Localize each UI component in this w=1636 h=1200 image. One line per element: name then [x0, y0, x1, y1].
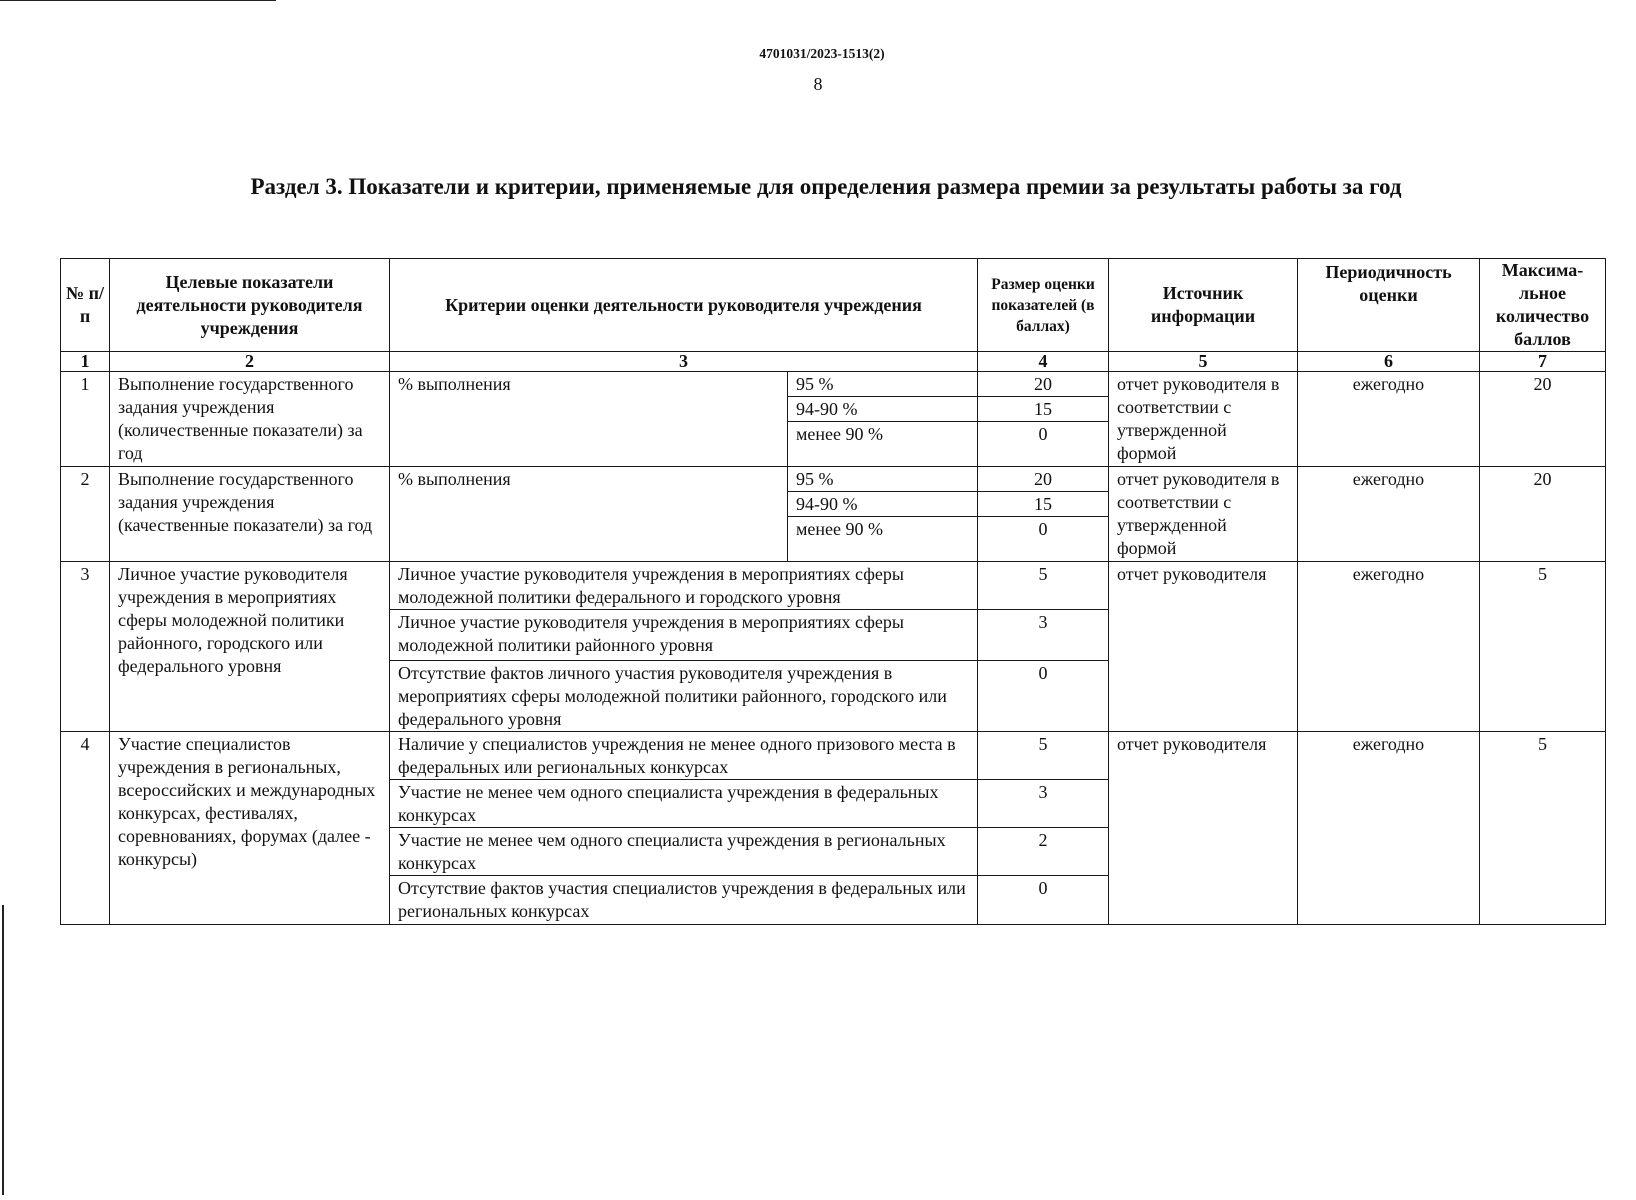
col-number: 6 — [1298, 352, 1480, 372]
header-num: № п/п — [61, 259, 110, 352]
criteria-table — [60, 258, 1606, 925]
max-cell: 20 — [1480, 467, 1606, 562]
col-number: 2 — [110, 352, 390, 372]
source-cell: отчет руководителя — [1109, 732, 1298, 925]
level-points: 0 — [978, 517, 1109, 562]
period-cell: ежегодно — [1298, 372, 1480, 467]
criterion-cell: % выполнения — [390, 372, 788, 467]
row-number: 4 — [61, 732, 110, 925]
left-margin-rule — [2, 905, 4, 1195]
column-numbers-row — [61, 352, 1606, 372]
criterion-cell: Участие не менее чем одного специалиста учреждения в региональных конкурсах — [390, 828, 978, 876]
level-label: 94-90 % — [788, 397, 978, 422]
period-cell: ежегодно — [1298, 732, 1480, 925]
row-number: 1 — [61, 372, 110, 467]
section-title: Раздел 3. Показатели и критерии, применяемые для определения размера премии за результаты работы за год — [250, 174, 1402, 199]
document-number: 4701031/2023-1513(2) — [759, 46, 885, 61]
level-label: менее 90 % — [788, 422, 978, 467]
page-number: 8 — [813, 74, 823, 94]
indicator-cell: Выполнение государственного задания учреждения (количественные показатели) за год — [110, 372, 390, 467]
level-points: 15 — [978, 397, 1109, 422]
level-points: 20 — [978, 372, 1109, 397]
header-row — [61, 259, 1606, 352]
row-number: 2 — [61, 467, 110, 562]
table-row — [61, 562, 1606, 610]
level-points: 0 — [978, 422, 1109, 467]
table-row — [61, 467, 1606, 492]
max-cell: 5 — [1480, 732, 1606, 925]
criterion-points: 3 — [978, 780, 1109, 828]
header-max: Максима-льное количество баллов — [1480, 259, 1606, 352]
criterion-points: 0 — [978, 661, 1109, 732]
period-cell: ежегодно — [1298, 562, 1480, 732]
header-period: Периодичность оценки — [1298, 259, 1480, 352]
criterion-cell: Участие не менее чем одного специалиста учреждения в федеральных конкурсах — [390, 780, 978, 828]
indicator-cell: Личное участие руководителя учреждения в мероприятиях сферы молодежной политики районного, городского или федерального уровня — [110, 562, 390, 732]
source-cell: отчет руководителя в соответствии с утвержденной формой — [1109, 467, 1298, 562]
header-source: Источник информации — [1109, 259, 1298, 352]
criterion-points: 3 — [978, 610, 1109, 661]
row-number: 3 — [61, 562, 110, 732]
criterion-points: 0 — [978, 876, 1109, 925]
criterion-cell: Наличие у специалистов учреждения не менее одного призового места в федеральных или региональных конкурсах — [390, 732, 978, 780]
table-row — [61, 732, 1606, 780]
criterion-points: 5 — [978, 732, 1109, 780]
col-number: 4 — [978, 352, 1109, 372]
col-number: 5 — [1109, 352, 1298, 372]
table-row — [61, 372, 1606, 397]
max-cell: 5 — [1480, 562, 1606, 732]
level-points: 15 — [978, 492, 1109, 517]
header-indicators: Целевые показатели деятельности руководителя учреждения — [110, 259, 390, 352]
criterion-cell: % выполнения — [390, 467, 788, 562]
level-label: 94-90 % — [788, 492, 978, 517]
level-label: 95 % — [788, 467, 978, 492]
level-points: 20 — [978, 467, 1109, 492]
criterion-points: 2 — [978, 828, 1109, 876]
criterion-points: 5 — [978, 562, 1109, 610]
level-label: 95 % — [788, 372, 978, 397]
criterion-cell: Личное участие руководителя учреждения в мероприятиях сферы молодежной политики федерального и городского уровня — [390, 562, 978, 610]
col-number: 1 — [61, 352, 110, 372]
col-number: 7 — [1480, 352, 1606, 372]
criterion-cell: Отсутствие фактов личного участия руководителя учреждения в мероприятиях сферы молодежной политики районного, городского или федерального уровня — [390, 661, 978, 732]
level-label: менее 90 % — [788, 517, 978, 562]
header-criteria: Критерии оценки деятельности руководителя учреждения — [390, 259, 978, 352]
source-cell: отчет руководителя в соответствии с утвержденной формой — [1109, 372, 1298, 467]
max-cell: 20 — [1480, 372, 1606, 467]
criterion-cell: Отсутствие фактов участия специалистов учреждения в федеральных или региональных конкурсах — [390, 876, 978, 925]
top-rule — [0, 0, 276, 1]
criterion-cell: Личное участие руководителя учреждения в мероприятиях сферы молодежной политики районного уровня — [390, 610, 978, 661]
source-cell: отчет руководителя — [1109, 562, 1298, 732]
indicator-cell: Участие специалистов учреждения в региональных, всероссийских и международных конкурсах, фестивалях, соревнованиях, форумах (далее - конкурсы) — [110, 732, 390, 925]
period-cell: ежегодно — [1298, 467, 1480, 562]
col-number: 3 — [390, 352, 978, 372]
indicator-cell: Выполнение государственного задания учреждения (качественные показатели) за год — [110, 467, 390, 562]
header-points: Размер оценки показателей (в баллах) — [978, 259, 1109, 352]
